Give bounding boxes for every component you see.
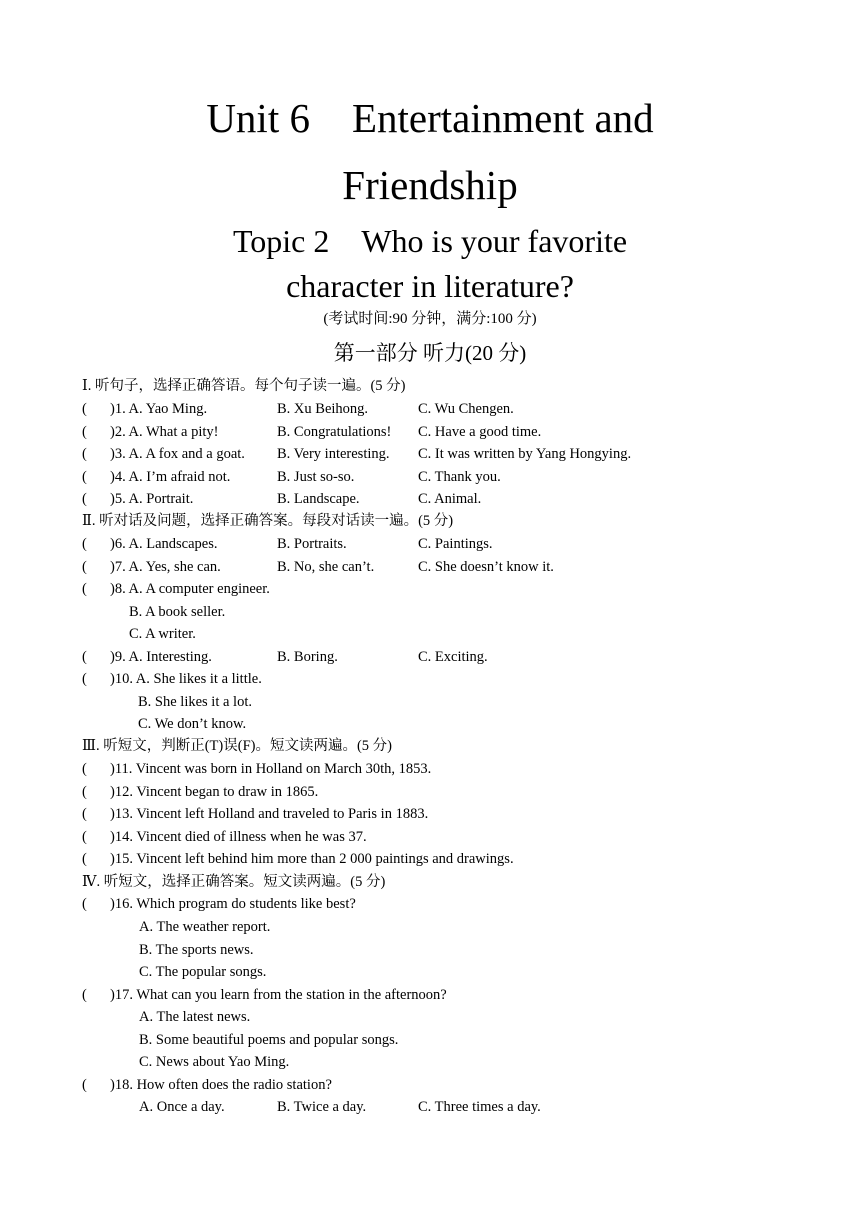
answer-paren: (: [82, 581, 87, 597]
answer-paren: (: [82, 446, 87, 462]
q18-stem: )18. How often does the radio station?: [110, 1077, 332, 1093]
topic-title-line1: Who is your favorite: [361, 223, 628, 259]
part-heading: 第一部分 听力(20 分): [333, 341, 527, 365]
section-3-heading: Ⅲ. 听短文，判断正(T)误(F)。短文读两遍。(5 分): [82, 738, 392, 754]
q16-option-a: A. The weather report.: [139, 919, 271, 935]
q16-option-b: B. The sports news.: [139, 942, 254, 958]
q7-option-b: B. No, she can’t.: [277, 559, 375, 575]
q9-option-c: C. Exciting.: [418, 649, 488, 665]
answer-paren: (: [82, 806, 87, 822]
answer-paren: (: [82, 1077, 87, 1093]
q18-option-c: C. Three times a day.: [418, 1099, 541, 1115]
answer-paren: (: [82, 896, 87, 912]
q6-option-c: C. Paintings.: [418, 536, 493, 552]
q3-option-b: B. Very interesting.: [277, 446, 390, 462]
answer-paren: (: [82, 761, 87, 777]
q17-option-b: B. Some beautiful poems and popular songs.: [139, 1032, 399, 1048]
answer-paren: (: [82, 469, 87, 485]
q17-option-c: C. News about Yao Ming.: [139, 1054, 290, 1070]
answer-paren: (: [82, 649, 87, 665]
exam-info: (考试时间:90 分钟，满分:100 分): [323, 311, 537, 327]
q11-statement: )11. Vincent was born in Holland on March 30th, 1853.: [110, 761, 432, 777]
q4-option-c: C. Thank you.: [418, 469, 501, 485]
q17-stem: )17. What can you learn from the station in the afternoon?: [110, 987, 447, 1003]
q18-option-a: A. Once a day.: [139, 1099, 225, 1115]
q16-stem: )16. Which program do students like best?: [110, 896, 356, 912]
q5-option-a: )5. A. Portrait.: [110, 491, 194, 507]
q3-option-a: )3. A. A fox and a goat.: [110, 446, 245, 462]
q6-option-b: B. Portraits.: [277, 536, 347, 552]
answer-paren: (: [82, 829, 87, 845]
q9-option-a: )9. A. Interesting.: [110, 649, 212, 665]
answer-paren: (: [82, 851, 87, 867]
q7-option-a: )7. A. Yes, she can.: [110, 559, 221, 575]
q13-statement: )13. Vincent left Holland and traveled to Paris in 1883.: [110, 806, 429, 822]
unit-title-line1: Entertainment and: [351, 95, 654, 141]
section-2-heading: Ⅱ. 听对话及问题，选择正确答案。每段对话读一遍。(5 分): [82, 513, 454, 529]
unit-title: [0, 96, 860, 140]
q14-statement: )14. Vincent died of illness when he was 37.: [110, 829, 367, 845]
answer-paren: (: [82, 491, 87, 507]
q8-option-a: )8. A. A computer engineer.: [110, 581, 270, 597]
q10-option-b: B. She likes it a lot.: [138, 694, 252, 710]
topic-number: Topic 2: [232, 223, 330, 259]
q3-option-c: C. It was written by Yang Hongying.: [418, 446, 632, 462]
q8-option-c: C. A writer.: [129, 626, 196, 642]
q15-statement: )15. Vincent left behind him more than 2 000 paintings and drawings.: [110, 851, 514, 867]
unit-title-line2: Friendship: [342, 162, 518, 208]
q10-option-c: C. We don’t know.: [138, 716, 247, 732]
q5-option-b: B. Landscape.: [277, 491, 360, 507]
q5-option-c: C. Animal.: [418, 491, 482, 507]
q4-option-a: )4. A. I’m afraid not.: [110, 469, 231, 485]
q8-option-b: B. A book seller.: [129, 604, 226, 620]
q1-option-b: B. Xu Beihong.: [277, 401, 369, 417]
q2-option-a: )2. A. What a pity!: [110, 424, 219, 440]
q9-option-b: B. Boring.: [277, 649, 338, 665]
answer-paren: (: [82, 536, 87, 552]
answer-paren: (: [82, 671, 87, 687]
q16-option-c: C. The popular songs.: [139, 964, 267, 980]
topic-title-line2: character in literature?: [286, 268, 574, 304]
q1-option-c: C. Wu Chengen.: [418, 401, 514, 417]
answer-paren: (: [82, 987, 87, 1003]
section-1-heading: Ⅰ. 听句子，选择正确答语。每个句子读一遍。(5 分): [82, 378, 406, 394]
answer-paren: (: [82, 401, 87, 417]
q17-option-a: A. The latest news.: [139, 1009, 251, 1025]
q12-statement: )12. Vincent began to draw in 1865.: [110, 784, 319, 800]
q6-option-a: )6. A. Landscapes.: [110, 536, 218, 552]
q18-option-b: B. Twice a day.: [277, 1099, 367, 1115]
q4-option-b: B. Just so-so.: [277, 469, 355, 485]
q2-option-b: B. Congratulations!: [277, 424, 392, 440]
section-4-heading: Ⅳ. 听短文，选择正确答案。短文读两遍。(5 分): [82, 874, 386, 890]
q7-option-c: C. She doesn’t know it.: [418, 559, 554, 575]
unit-number: Unit 6: [206, 95, 310, 141]
q2-option-c: C. Have a good time.: [418, 424, 542, 440]
answer-paren: (: [82, 784, 87, 800]
answer-paren: (: [82, 559, 87, 575]
topic-title: [0, 223, 860, 259]
answer-paren: (: [82, 424, 87, 440]
q1-option-a: )1. A. Yao Ming.: [110, 401, 208, 417]
q10-option-a: )10. A. She likes it a little.: [110, 671, 262, 687]
